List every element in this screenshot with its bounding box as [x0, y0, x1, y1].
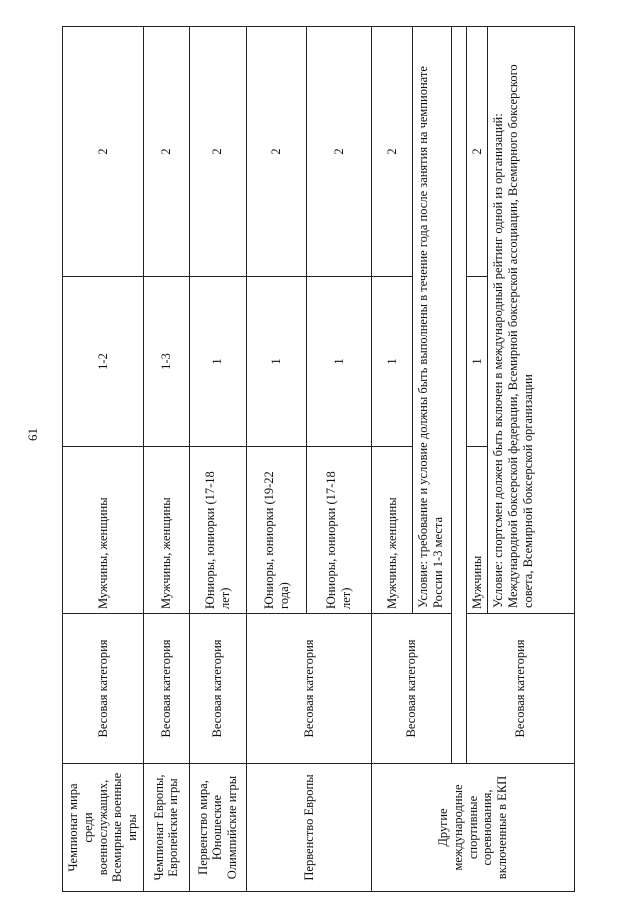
discipline-cell: Весовая категория — [247, 614, 372, 764]
gender-age-cell: Юниоры, юниорки (17-18 лет) — [306, 446, 371, 613]
place-cell: 1-2 — [63, 276, 144, 446]
table-row — [452, 26, 466, 891]
count-cell: 2 — [247, 26, 307, 276]
discipline-cell: Весовая категория — [63, 614, 144, 764]
gender-age-cell: Юниоры, юниорки (19-22 года) — [247, 446, 307, 613]
count-cell: 2 — [189, 26, 247, 276]
gender-age-cell: Мужчины, женщины — [63, 446, 144, 613]
place-cell: 1-3 — [144, 276, 189, 446]
place-cell: 1 — [189, 276, 247, 446]
count-cell: 2 — [63, 26, 144, 276]
condition-note: Условие: спортсмен должен быть включен в международный рейтинг одной из организаций: Международной боксерской федерации, Всемирной боксерской ассоциации, Всемирного боксерского совета, Всемирной боксерской организации — [488, 26, 575, 613]
competition-cell: Чемпионат мира среди военнослужащих, Всемирные военные игры — [63, 764, 144, 892]
table-row — [189, 26, 247, 891]
discipline-cell: Весовая категория — [189, 614, 247, 764]
competition-cell: Первенство мира, Юношеские Олимпийские игры — [189, 764, 247, 892]
table-row — [144, 26, 189, 891]
count-cell: 2 — [371, 26, 412, 276]
table-row — [466, 26, 488, 891]
place-cell: 1 — [371, 276, 412, 446]
gender-age-cell: Мужчины — [466, 446, 488, 613]
rotated-table-sheet — [62, 27, 575, 892]
count-cell: 2 — [306, 26, 371, 276]
count-cell: 2 — [466, 26, 488, 276]
gender-age-cell: Мужчины, женщины — [371, 446, 412, 613]
condition-note: Условие: требование и условие должны быть выполнены в течение года после занятия на чемпионате России 1-3 места — [413, 26, 452, 613]
place-cell: 1 — [247, 276, 307, 446]
spacer-cell — [452, 26, 466, 763]
competition-cell: Другие международные спортивные соревнования, включенные в ЕКП — [371, 764, 574, 892]
table-row — [63, 26, 144, 891]
place-cell: 1 — [466, 276, 488, 446]
table-row — [247, 26, 307, 891]
place-cell: 1 — [306, 276, 371, 446]
discipline-cell: Весовая категория — [466, 614, 574, 764]
discipline-cell: Весовая категория — [371, 614, 451, 764]
gender-age-cell: Юниоры, юниорки (17-18 лет) — [189, 446, 247, 613]
competition-cell: Чемпионат Европы, Европейские игры — [144, 764, 189, 892]
qualification-table — [62, 26, 575, 892]
table-row — [371, 26, 412, 891]
page-number: 61 — [25, 428, 40, 441]
competition-cell: Первенство Европы — [247, 764, 372, 892]
count-cell: 2 — [144, 26, 189, 276]
gender-age-cell: Мужчины, женщины — [144, 446, 189, 613]
discipline-cell: Весовая категория — [144, 614, 189, 764]
